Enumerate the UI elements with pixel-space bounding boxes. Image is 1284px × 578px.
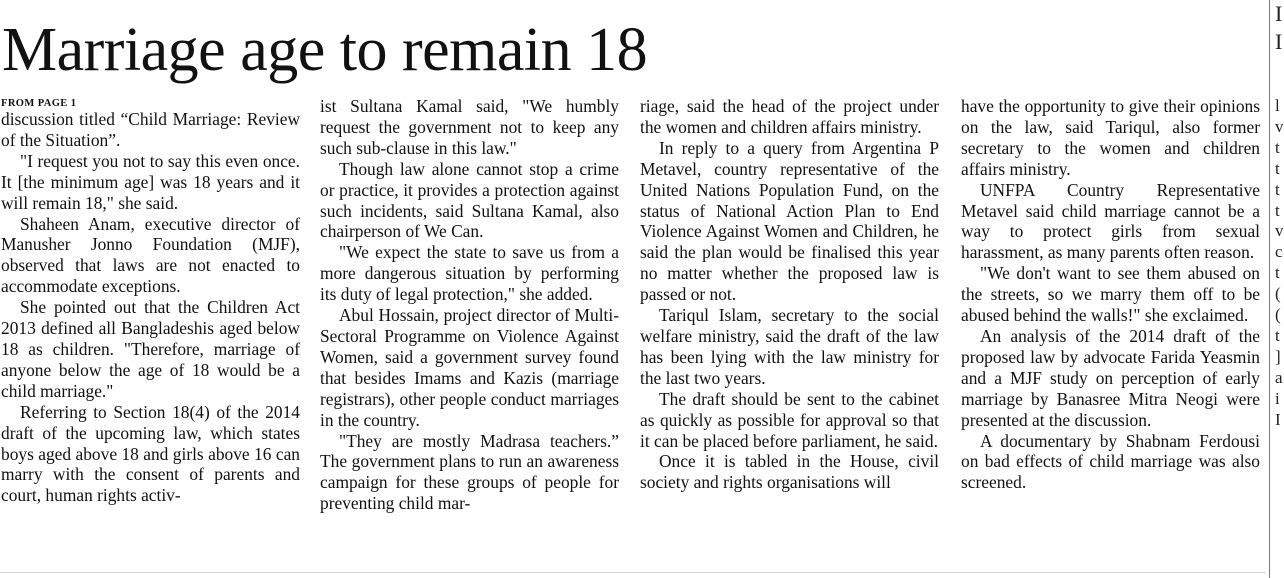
edge-letter: t [1275,137,1280,157]
article-column-3 [640,96,939,493]
column-divider-rule [1269,0,1270,578]
edge-letter: I [1275,409,1281,429]
edge-letter: t [1275,158,1280,178]
headline: Marriage age to remain 18 [2,16,648,84]
edge-letter: i [1275,388,1280,408]
paragraph: Once it is tabled in the House, civil society and rights organisations will [640,451,939,493]
paragraph: A documentary by Shabnam Ferdousi on bad effects of child marriage was also screened. [961,430,1260,493]
edge-letter: l [1275,96,1280,115]
paragraph: riage, said the head of the project under the women and children affairs ministry. [640,96,939,137]
edge-letter: t [1275,263,1280,283]
paragraph: Though law alone cannot stop a crime or practice, it provides a protection against such incidents, said Sultana Kamal, also chairperson of We Can. [320,158,619,242]
paragraph: Tariqul Islam, secretary to the social welfare ministry, said the draft of the law has been lying with the law ministry for the last two years. [640,305,939,388]
edge-letter: c [1275,242,1283,262]
paragraph: "We expect the state to save us from a more dangerous situation by performing its duty of legal protection," she added. [320,242,619,305]
edge-letter: v [1275,116,1284,136]
edge-letter: ] [1275,346,1281,366]
paragraph: discussion titled “Child Marriage: Review of the Situation”. [1,109,300,150]
bottom-divider-rule [0,572,1266,573]
paragraph: The draft should be sent to the cabinet as quickly as possible for approval so that it can be placed before parliament, he said. [640,388,939,451]
paragraph: She pointed out that the Children Act 2013 defined all Bangladeshis aged below 18 as children. "Therefore, marriage of anyone below the age of 18 would be a child marriage." [1,297,300,401]
paragraph: ist Sultana Kamal said, "We humbly request the government not to keep any such sub-clause in this law." [320,96,619,158]
edge-letter: ( [1275,305,1281,325]
edge-letter: t [1275,325,1280,345]
edge-letter: a [1275,367,1283,387]
edge-letter: t [1275,200,1280,220]
edge-letter: t [1275,179,1280,199]
paragraph: Abul Hossain, project director of Multi-Sectoral Programme on Violence Against Women, said a government survey found that besides Imams and Kazis (marriage registrars), other people conduct marriages in the country. [320,305,619,430]
edge-letter: v [1275,221,1284,241]
edge-letter: ( [1275,284,1281,304]
paragraph: "We don't want to see them abused on the streets, so we marry them off to be abused behind the walls!" she exclaimed. [961,263,1260,326]
continuation-kicker: FROM PAGE 1 [1,98,77,109]
edge-letter: I [1275,1,1283,26]
paragraph: In reply to a query from Argentina P Metavel, country representative of the United Nations Population Fund, on the status of National Action Plan to End Violence Against Women and Children, he said the plan would be finalised this year no matter whether the proposed law is passed or not. [640,137,939,305]
article-column-4 [961,96,1260,493]
paragraph: An analysis of the 2014 draft of the proposed law by advocate Farida Yeasmin and a MJF study on perception of early marriage by Banasree Mitra Neogi were presented at the discussion. [961,325,1260,430]
paragraph: Shaheen Anam, executive director of Manusher Jonno Foundation (MJF), observed that laws are not enacted to accommodate exceptions. [1,213,300,297]
article-column-1 [1,96,300,506]
article-column-2 [320,96,619,514]
paragraph: have the opportunity to give their opinions on the law, said Tariqul, also former secretary to the women and children affairs ministry. [961,96,1260,179]
paragraph: "I request you not to say this even once. It [the minimum age] was 18 years and it will remain 18," she said. [1,150,300,213]
edge-letter: I [1275,29,1283,54]
adjacent-article-edge [1275,0,1282,578]
paragraph: Referring to Section 18(4) of the 2014 draft of the upcoming law, which states boys aged above 18 and girls above 16 can marry with the consent of parents and court, human rights activ- [1,401,300,506]
paragraph: UNFPA Country Representative Metavel said child marriage cannot be a way to protect girls from sexual harassment, as many parents often reason. [961,179,1260,263]
paragraph: "They are mostly Madrasa teachers.” The government plans to run an awareness campaign for these groups of people for preventing child mar- [320,430,619,514]
